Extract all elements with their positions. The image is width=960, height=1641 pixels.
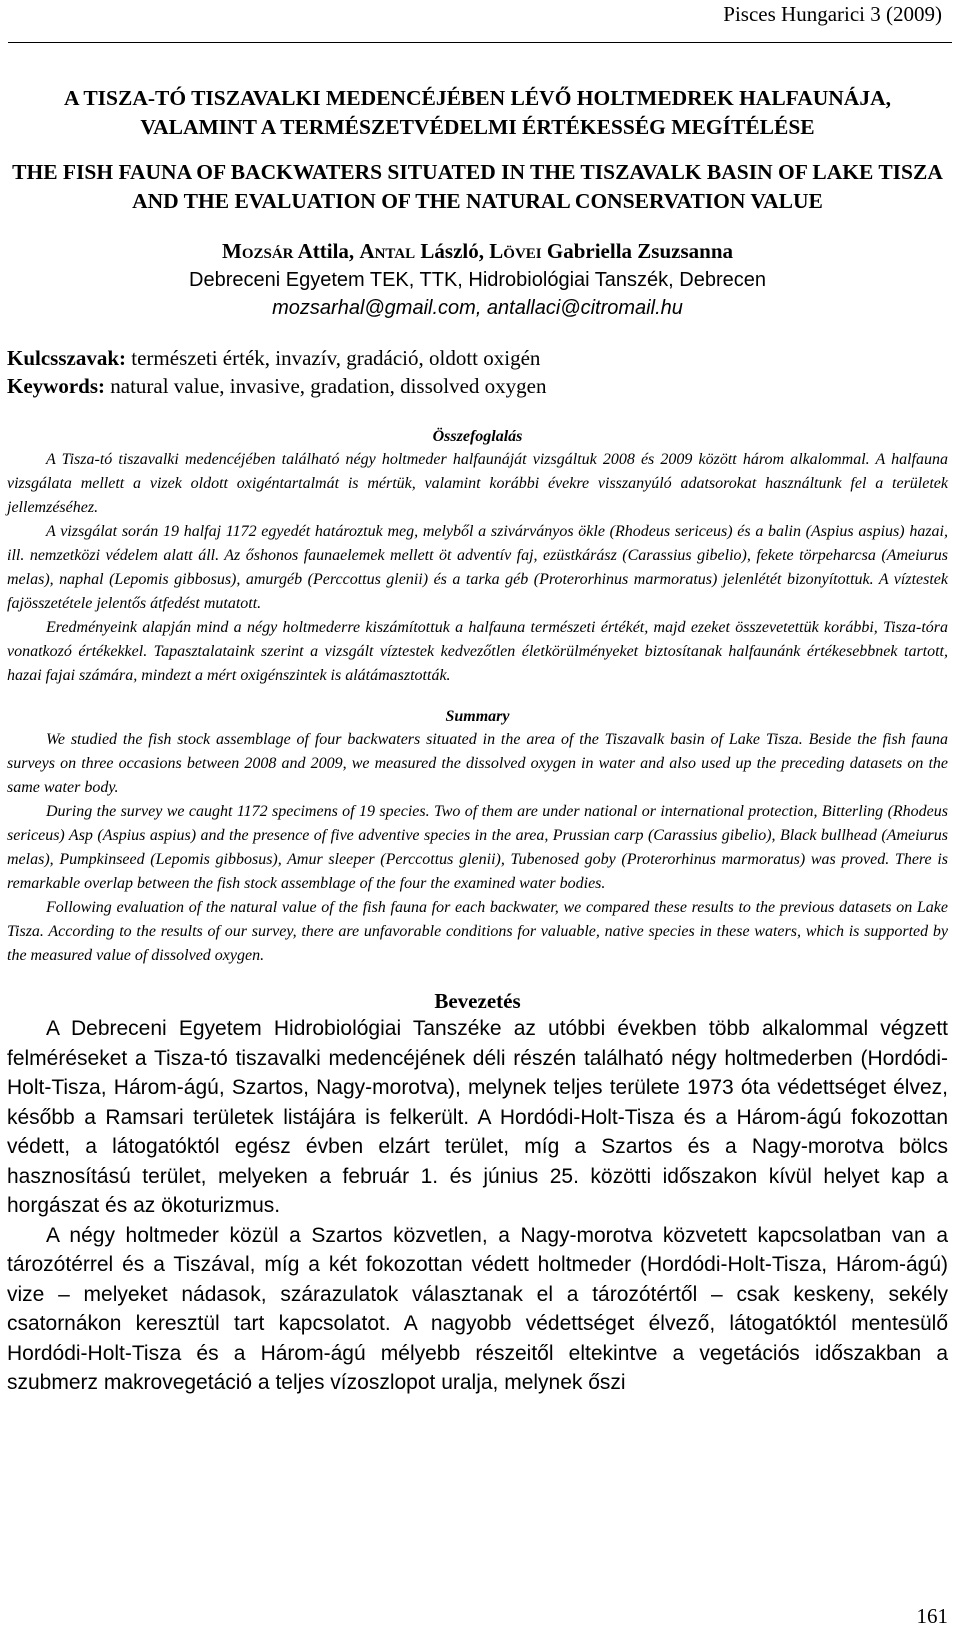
introduction-paragraph-1: A Debreceni Egyetem Hidrobiológiai Tanszéke az utóbbi években több alkalommal végzett felméréseket a Tisza-tó tiszavalki medencéjének déli részén található négy holtmederben (Hordódi-Holt-Tisza, Három-ágú, Szartos, Nagy-morotva), melynek teljes területe 1973 óta védettséget élvez, később a Ramsari területek listájára is felkerült. A Hordódi-Holt-Tisza és a Három-ágú fokozottan védett, a látogatóktól egész évben elzárt terület, míg a Szartos és a Nagy-morotva bölcs hasznosítású terület, melyeken a február 1. és június 25. közötti időszakon kívül helyet kap a horgászat és az ökoturizmus. [7, 1017, 948, 1217]
author-given-name: Attila, [293, 239, 360, 263]
author-list [7, 236, 948, 266]
author-given-name: Gabriella Zsuzsanna [541, 239, 733, 263]
abstract-hu-paragraph-1 [7, 448, 948, 520]
keywords-english [7, 372, 948, 400]
summary-paragraph-2: During the survey we caught 1172 specimens of 19 species. Two of them are under national or international protection, Bitterling (Rhodeus sericeus) Asp (Aspius aspius) and the presence of five adventive species in the area, Prussian carp (Carassius gibelio), Black bullhead (Ameiurus melas), Pumpkinseed (Lepomis gibbosus), Amur sleeper (Perccottus glenii), Tubenosed goby (Proterorhinus marmoratus) was proved. There is remarkable overlap between the fish stock assemblage of the four the examined water bodies. [7, 803, 948, 892]
introduction-heading: Bevezetés [434, 989, 521, 1013]
author-surname: Antal [359, 239, 416, 263]
page-content [7, 84, 948, 1398]
abstract-hu-heading: Összefoglalás [432, 428, 523, 445]
page-number: 161 [916, 1604, 948, 1628]
summary-p1-italic: We studied the fish stock assemblage of four backwaters situated in the area of the Tiszavalk basin of Lake Tisza. [46, 731, 803, 748]
summary-p1-rest: Beside the fish fauna surveys on three occasions between 2008 and 2009, we measured the dissolved oxygen in water and also used up the preceding datasets on the same water body. [7, 731, 948, 796]
author-given-name: László, [415, 239, 490, 263]
abstract-hu-paragraph-2: A vizsgálat során 19 halfaj 1172 egyedét határoztuk meg, melyből a szivárványos ökle (Rhodeus sericeus) és a balin (Aspius aspius) hazai, ill. nemzetközi védelem alatt áll. Az őshonos faunaelemek mellett öt adventív faj, ezüstkárász (Carassius gibelio), fekete törpeharcsa (Ameiurus melas), naphal (Lepomis gibbosus), amurgéb (Perccottus glenii) és a tarka géb (Proterorhinus marmoratus) jelenlétét bizonyítottuk. A víztestek fajösszetétele jelentős átfedést mutatott. [7, 523, 948, 612]
abstract-hu-paragraph-3: Eredményeink alapján mind a négy holtmederre kiszámítottuk a halfauna természeti értékét, majd ezeket összevetettük korábbi, Tisza-tóra vonatkozó értékekkel. Tapasztalataink szerint a vizsgált víztestek kedvezőtlen életkörülményeket biztosítanak halfaunánk értékesebbnek tartott, hazai fajai számára, mindezt a mért oxigénszintek is alátámasztották. [7, 619, 948, 684]
title-hungarian: A TISZA-TÓ TISZAVALKI MEDENCÉJÉBEN LÉVŐ HOLTMEDREK HALFAUNÁJA, VALAMINT A TERMÉSZETVÉDELMI ÉRTÉKESSÉG MEGÍTÉLÉSE [64, 86, 891, 139]
summary-paragraph-1 [7, 728, 948, 800]
title-english: THE FISH FAUNA OF BACKWATERS SITUATED IN THE TISZAVALK BASIN OF LAKE TISZA AND THE EVALUATION OF THE NATURAL CONSERVATION VALUE [12, 160, 943, 213]
header-rule [8, 42, 952, 43]
keywords-label: Kulcsszavak: [7, 346, 127, 370]
author-emails: mozsarhal@gmail.com, antallaci@citromail.hu [272, 297, 683, 319]
abstract-hu-p1-italic: A Tisza-tó tiszavalki medencéjében található négy holtmeder halfaunáját vizsgáltuk 2008 és 2009 között három alkalommal. [46, 451, 870, 468]
abstract-hu-p1-rest: A halfauna vizsgálata mellett a vizek oldott oxigéntartalmát is mértük, valamint korábbi évekre visszanyúló adatsorokat használtunk fel a területek jellemzéséhez. [7, 451, 948, 516]
keywords-text: természeti érték, invazív, gradáció, oldott oxigén [126, 346, 541, 370]
journal-header: Pisces Hungarici 3 (2009) [723, 2, 942, 26]
keywords-label: Keywords: [7, 374, 105, 398]
keywords-hungarian [7, 344, 948, 372]
summary-heading: Summary [445, 708, 510, 725]
author-surname: Lövei [489, 239, 542, 263]
introduction-paragraph-2: A négy holtmeder közül a Szartos közvetlen, a Nagy-morotva közvetett kapcsolatban van a tározótérrel és a Tiszával, míg a két fokozottan védett holtmeder (Hordódi-Holt-Tisza, Három-ágú) vize – melyeket nádasok, szárazulatok választanak el a tározótértől – csak keskeny, sekély csatornákon keresztül tart kapcsolatot. A nagyobb védettséget élvező, látogatóktól mentesülő Hordódi-Holt-Tisza és a Három-ágú mélyebb részeitől eltekintve a vegetációs időszakban a szubmerz makrovegetáció a teljes vízoszlopot uralja, melynek őszi [7, 1223, 948, 1394]
author-surname: Mozsár [222, 239, 294, 263]
affiliation: Debreceni Egyetem TEK, TTK, Hidrobiológiai Tanszék, Debrecen [189, 269, 766, 291]
keywords-text: natural value, invasive, gradation, dissolved oxygen [105, 374, 547, 398]
summary-paragraph-3: Following evaluation of the natural value of the fish fauna for each backwater, we compared these results to the previous datasets on Lake Tisza. According to the results of our survey, there are unfavorable conditions for valuable, native species in these waters, which is supported by the measured value of dissolved oxygen. [7, 899, 948, 964]
